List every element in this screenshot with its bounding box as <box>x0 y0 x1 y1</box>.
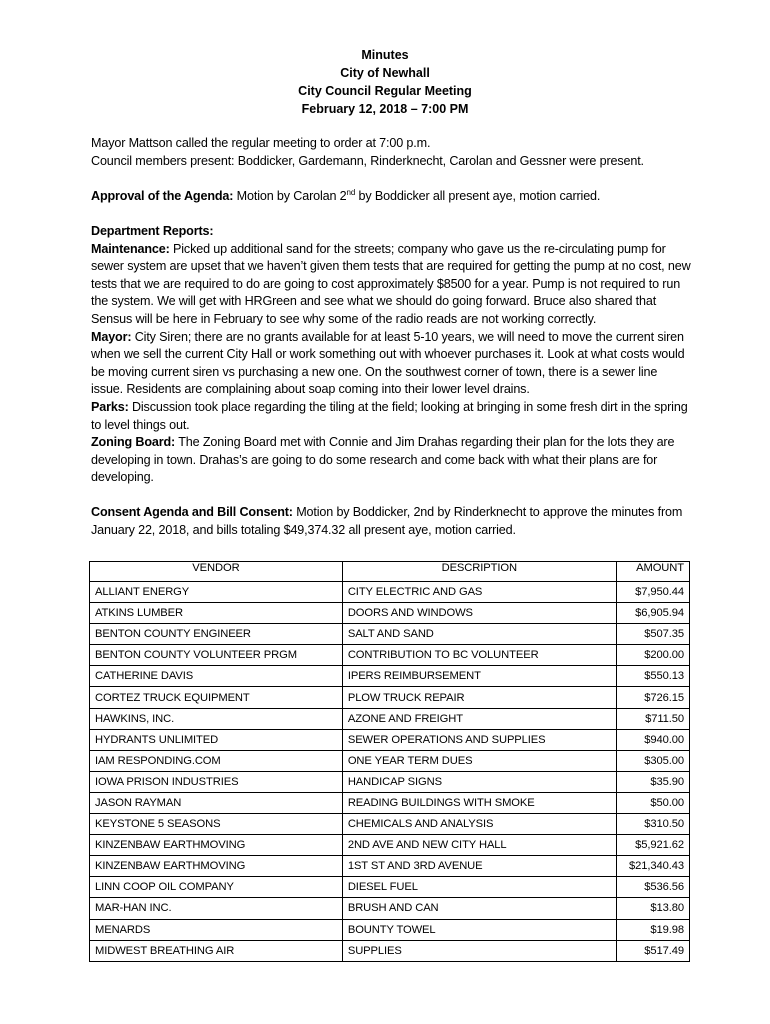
vendor-cell: MENARDS <box>90 919 343 940</box>
amount-cell: $21,340.43 <box>616 856 689 877</box>
table-row <box>90 624 690 645</box>
table-row <box>90 603 690 624</box>
zoning-text: The Zoning Board met with Connie and Jim Drahas regarding their plan for the lots they are developing in town. Drahas’s are going to do some research and come back with what their plans are for developing. <box>91 435 675 485</box>
vendor-cell: KEYSTONE 5 SEASONS <box>90 814 343 835</box>
description-cell: DOORS AND WINDOWS <box>342 603 616 624</box>
minutes-body <box>91 135 691 540</box>
table-row <box>90 687 690 708</box>
description-cell: SALT AND SAND <box>342 624 616 645</box>
description-cell: ONE YEAR TERM DUES <box>342 750 616 771</box>
amount-column-header: AMOUNT <box>616 562 689 582</box>
table-row <box>90 771 690 792</box>
table-row <box>90 814 690 835</box>
vendor-cell: CATHERINE DAVIS <box>90 666 343 687</box>
description-cell: READING BUILDINGS WITH SMOKE <box>342 792 616 813</box>
vendor-cell: BENTON COUNTY ENGINEER <box>90 624 343 645</box>
amount-cell: $310.50 <box>616 814 689 835</box>
header-date: February 12, 2018 – 7:00 PM <box>301 102 469 116</box>
maintenance-report <box>91 241 691 329</box>
amount-cell: $5,921.62 <box>616 835 689 856</box>
header-city: City of Newhall <box>340 66 430 80</box>
amount-cell: $305.00 <box>616 750 689 771</box>
parks-label: Parks: <box>91 399 129 414</box>
zoning-report <box>91 434 691 487</box>
amount-cell: $19.98 <box>616 919 689 940</box>
agenda-approval <box>91 188 691 206</box>
description-cell: 1ST ST AND 3RD AVENUE <box>342 856 616 877</box>
parks-text: Discussion took place regarding the tiling at the field; looking at bringing in some fresh dirt in the spring to level things out. <box>91 399 688 432</box>
table-row <box>90 792 690 813</box>
mayor-label: Mayor: <box>91 329 132 344</box>
vendor-cell: KINZENBAW EARTHMOVING <box>90 835 343 856</box>
description-cell: DIESEL FUEL <box>342 877 616 898</box>
vendor-cell: CORTEZ TRUCK EQUIPMENT <box>90 687 343 708</box>
amount-cell: $7,950.44 <box>616 582 689 603</box>
table-row <box>90 898 690 919</box>
consent-label: Consent Agenda and Bill Consent: <box>91 505 293 520</box>
agenda-text-before: Motion by Carolan 2 <box>233 188 347 203</box>
vendor-cell: LINN COOP OIL COMPANY <box>90 877 343 898</box>
consent-agenda <box>91 504 691 539</box>
amount-cell: $507.35 <box>616 624 689 645</box>
amount-cell: $550.13 <box>616 666 689 687</box>
amount-cell: $6,905.94 <box>616 603 689 624</box>
amount-cell: $711.50 <box>616 708 689 729</box>
amount-cell: $536.56 <box>616 877 689 898</box>
mayor-report <box>91 329 691 399</box>
amount-cell: $726.15 <box>616 687 689 708</box>
description-cell: CONTRIBUTION TO BC VOLUNTEER <box>342 645 616 666</box>
agenda-sup: nd <box>346 187 356 197</box>
table-row <box>90 856 690 877</box>
vendor-cell: HAWKINS, INC. <box>90 708 343 729</box>
amount-cell: $200.00 <box>616 645 689 666</box>
parks-report <box>91 399 691 434</box>
amount-cell: $940.00 <box>616 729 689 750</box>
vendor-cell: JASON RAYMAN <box>90 792 343 813</box>
description-column-header: DESCRIPTION <box>342 562 616 582</box>
maintenance-label: Maintenance: <box>91 241 170 256</box>
description-cell: SUPPLIES <box>342 940 616 961</box>
consent-text: Motion by Boddicker, 2nd by Rinderknecht to approve the minutes from January 22, 2018, and bills totaling $49,374.32 all present aye, motion carried. <box>91 505 683 538</box>
table-row <box>90 645 690 666</box>
table-row <box>90 582 690 603</box>
table-row <box>90 835 690 856</box>
amount-cell: $50.00 <box>616 792 689 813</box>
mayor-text: City Siren; there are no grants available for at least 5-10 years, we will need to move the current siren when we sell the current City Hall or work something out with whoever purchases it. Look at what costs would be moving current siren vs purchasing a new one. On the southwest corner of town, there is a sewer line issue. Residents are complaining about soap coming into their lower level drains. <box>91 329 685 397</box>
vendor-cell: MAR-HAN INC. <box>90 898 343 919</box>
vendor-cell: IAM RESPONDING.COM <box>90 750 343 771</box>
amount-cell: $13.80 <box>616 898 689 919</box>
council-present: Council members present: Boddicker, Gardemann, Rinderknecht, Carolan and Gessner were present. <box>91 153 644 168</box>
bills-table-body <box>90 582 690 962</box>
table-row <box>90 919 690 940</box>
agenda-text-after: by Boddicker all present aye, motion carried. <box>355 188 601 203</box>
vendor-cell: HYDRANTS UNLIMITED <box>90 729 343 750</box>
table-header-row <box>90 562 690 582</box>
minutes-header <box>0 46 770 118</box>
description-cell: HANDICAP SIGNS <box>342 771 616 792</box>
description-cell: BOUNTY TOWEL <box>342 919 616 940</box>
table-row <box>90 729 690 750</box>
description-cell: AZONE AND FREIGHT <box>342 708 616 729</box>
header-title: Minutes <box>361 48 409 62</box>
vendor-cell: IOWA PRISON INDUSTRIES <box>90 771 343 792</box>
table-row <box>90 877 690 898</box>
description-cell: PLOW TRUCK REPAIR <box>342 687 616 708</box>
agenda-label: Approval of the Agenda: <box>91 188 234 203</box>
amount-cell: $35.90 <box>616 771 689 792</box>
vendor-cell: MIDWEST BREATHING AIR <box>90 940 343 961</box>
zoning-label: Zoning Board: <box>91 435 176 450</box>
vendor-cell: ALLIANT ENERGY <box>90 582 343 603</box>
department-reports-heading: Department Reports: <box>91 223 214 238</box>
description-cell: CHEMICALS AND ANALYSIS <box>342 814 616 835</box>
table-row <box>90 940 690 961</box>
header-meeting-type: City Council Regular Meeting <box>298 84 472 98</box>
table-row <box>90 666 690 687</box>
vendor-cell: BENTON COUNTY VOLUNTEER PRGM <box>90 645 343 666</box>
bills-table <box>89 561 690 962</box>
table-row <box>90 750 690 771</box>
description-cell: SEWER OPERATIONS AND SUPPLIES <box>342 729 616 750</box>
description-cell: IPERS REIMBURSEMENT <box>342 666 616 687</box>
vendor-cell: KINZENBAW EARTHMOVING <box>90 856 343 877</box>
amount-cell: $517.49 <box>616 940 689 961</box>
vendor-column-header: VENDOR <box>90 562 343 582</box>
description-cell: BRUSH AND CAN <box>342 898 616 919</box>
description-cell: CITY ELECTRIC AND GAS <box>342 582 616 603</box>
description-cell: 2ND AVE AND NEW CITY HALL <box>342 835 616 856</box>
table-row <box>90 708 690 729</box>
vendor-cell: ATKINS LUMBER <box>90 603 343 624</box>
maintenance-text: Picked up additional sand for the streets; company who gave us the re-circulating pump for sewer system are upset that we haven’t given them tests that are required for getting the pump at no cost, new tests that we are required to do are going to cost approximately $8500 for a year. Pump is not required to run the system. We will get with HRGreen and see what we should do going forward. Bruce also shared that Sensus will be here in February to see why some of the radio reads are not working correctly. <box>91 241 691 326</box>
call-to-order: Mayor Mattson called the regular meeting to order at 7:00 p.m. <box>91 136 431 150</box>
